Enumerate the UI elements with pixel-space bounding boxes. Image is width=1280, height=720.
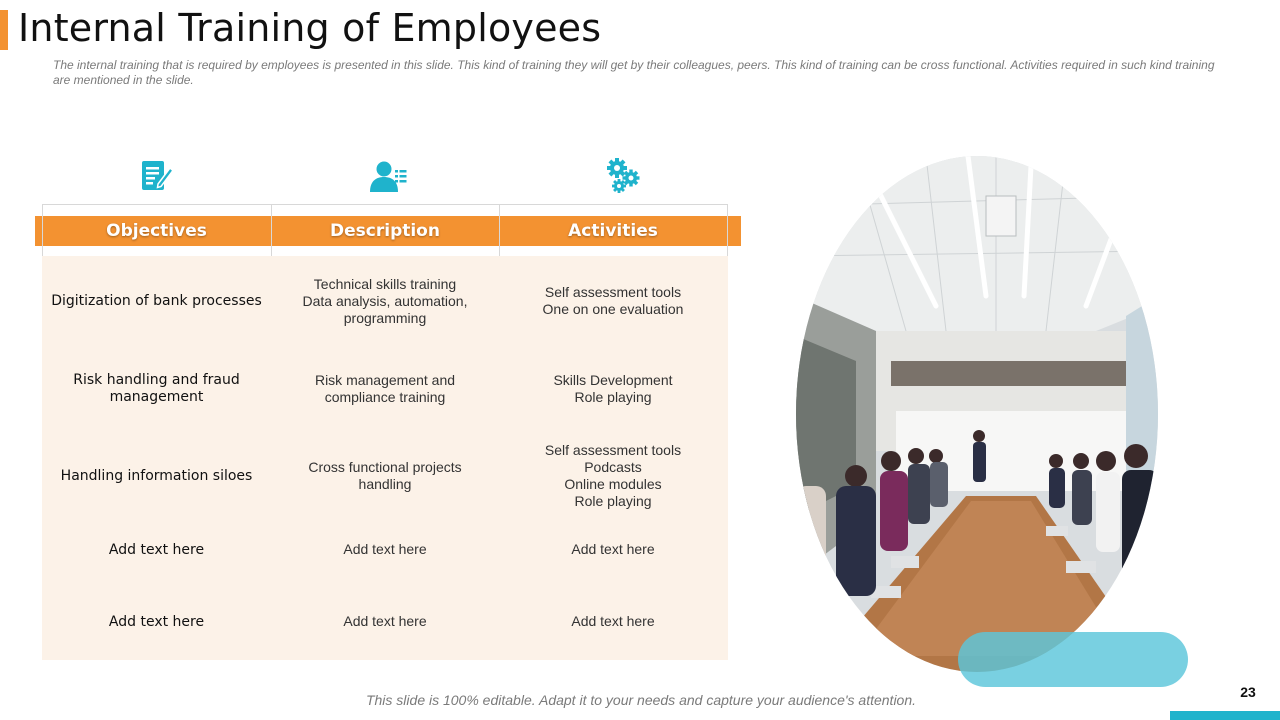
- page-title: Internal Training of Employees: [18, 6, 602, 50]
- meeting-room-photo: [796, 156, 1158, 672]
- header-activities: Activities: [568, 221, 658, 241]
- description-cell: Cross functional projects handling: [308, 459, 462, 492]
- title-accent-bar: [0, 10, 8, 50]
- objective-cell: Add text here: [108, 613, 205, 630]
- activities-cell: Add text here: [571, 612, 655, 629]
- objective-cell: Digitization of bank processes: [51, 292, 262, 309]
- header-description: Description: [330, 221, 440, 241]
- activities-cell: Self assessment tools One on one evaluation: [542, 284, 684, 317]
- page-number: 23: [1240, 684, 1256, 700]
- gears-icon: [604, 156, 644, 196]
- objective-cell: Add text here: [108, 541, 205, 558]
- decorative-teal-pill: [958, 632, 1188, 687]
- slide-subtitle: The internal training that is required by employees is presented in this slide. This kind of training they will get by their colleagues, peers. This kind of training can be cross functional. Activities required in such kind training are mentioned in the slide.: [53, 58, 1215, 87]
- objective-cell: Handling information siloes: [60, 467, 253, 484]
- activities-cell: Skills Development Role playing: [553, 372, 673, 405]
- footer-note: This slide is 100% editable. Adapt it to your needs and capture your audience's attention.: [365, 692, 917, 708]
- document-edit-icon: [136, 156, 176, 196]
- objective-cell: Risk handling and fraud management: [73, 372, 240, 405]
- activities-cell: Add text here: [571, 540, 655, 557]
- description-cell: Add text here: [343, 612, 427, 629]
- header-divider: [727, 204, 728, 256]
- user-list-icon: [368, 156, 408, 196]
- description-cell: Risk management and compliance training: [314, 372, 456, 405]
- description-cell: Technical skills training Data analysis, automation, programming: [302, 275, 468, 326]
- header-objectives: Objectives: [106, 221, 207, 241]
- corner-accent-bar: [1170, 711, 1280, 720]
- activities-cell: Self assessment tools Podcasts Online modules Role playing: [544, 442, 682, 509]
- description-cell: Add text here: [343, 540, 427, 557]
